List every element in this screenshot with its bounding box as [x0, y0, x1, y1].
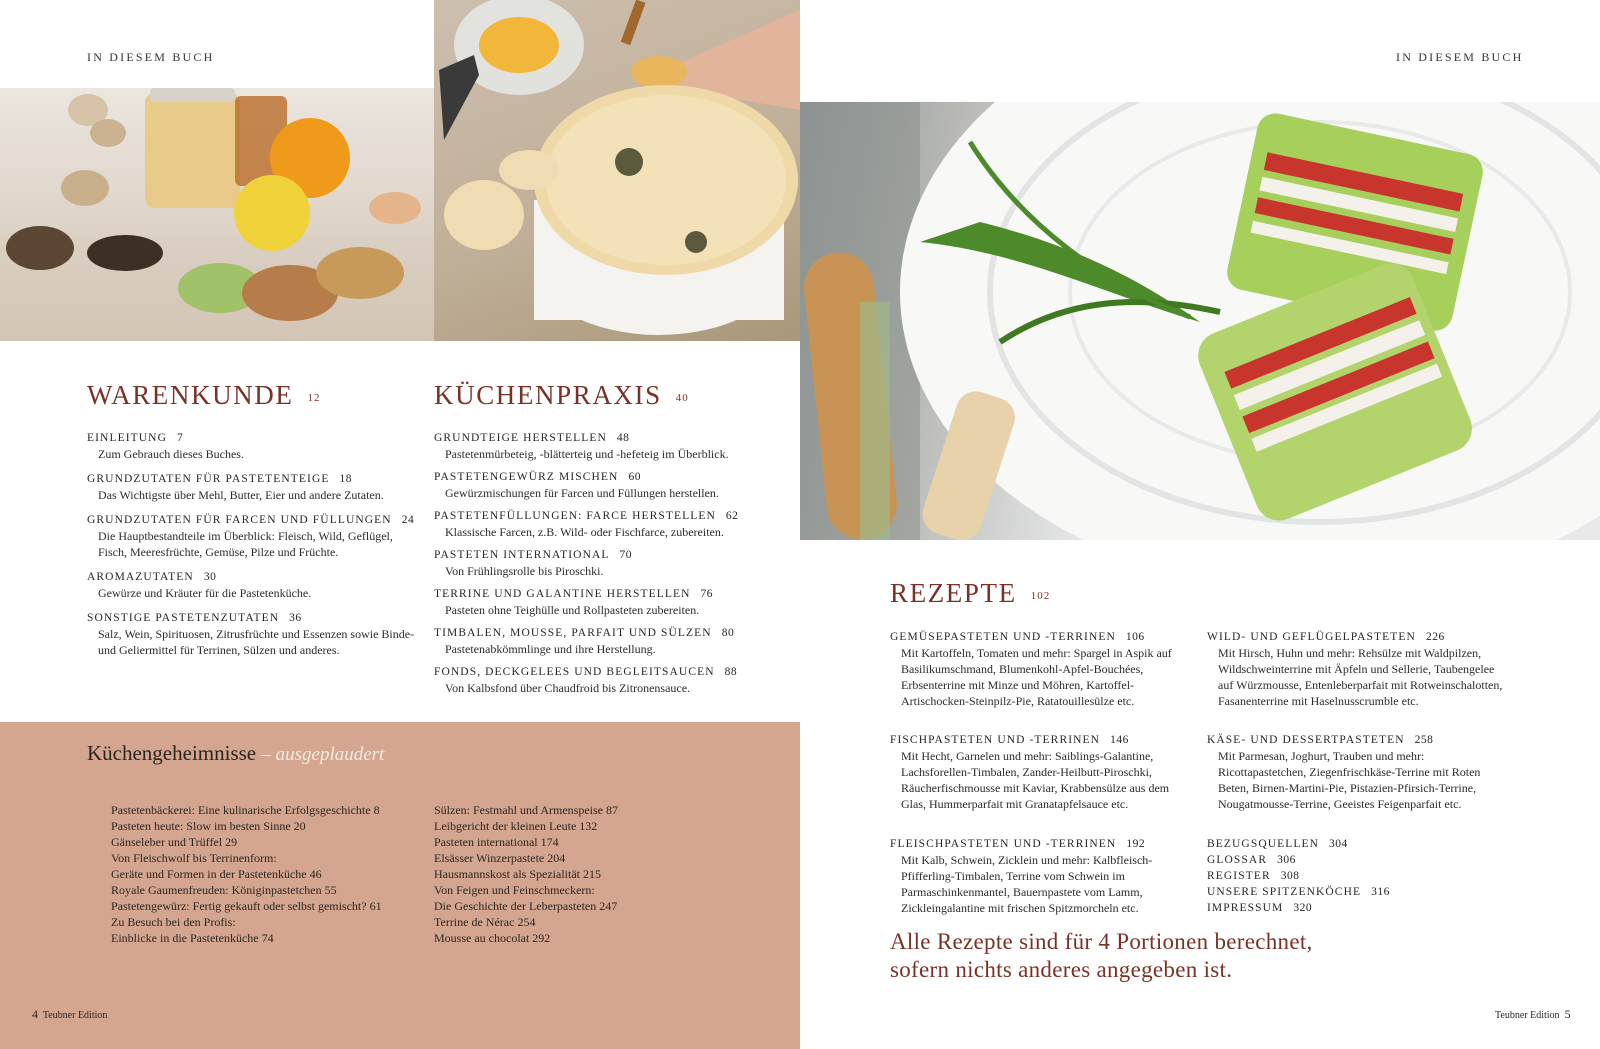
left-page-kicker: IN DIESEM BUCH	[87, 50, 215, 64]
secrets-item[interactable]: Zu Besuch bei den Profis:	[111, 915, 236, 929]
right-page-kicker: IN DIESEM BUCH	[1396, 50, 1524, 64]
pastry-photo	[434, 0, 800, 341]
entry-heading: GRUNDZUTATEN FÜR FARCEN UND FÜLLUNGEN	[87, 514, 392, 526]
entry-heading: GRUNDTEIGE HERSTELLEN	[434, 432, 607, 444]
entry-description: Mit Parmesan, Joghurt, Trauben und mehr: Ricottapastetchen, Ziegenfrischkäse-Terrine mit Roten Beten, Birnen-Martini-Pie, Pistazien-Pfirsich-Terrine, Nougatmousse-Terrine, Geeistes Feigenparfait etc.	[1218, 749, 1481, 811]
entry-page: 316	[1371, 886, 1390, 898]
entry-description: Die Hauptbestandteile im Überblick: Fleisch, Wild, Geflügel, Fisch, Meeresfrüchte, Gemüse, Pilze und Früchte.	[98, 529, 393, 559]
entry-description: Mit Kartoffeln, Tomaten und mehr: Spargel in Aspik auf Basilikumschmand, Blumenkohl-Apfel-Bouchées, Erbsenterrine mit Minze und Möhren, Kartoffel-Artischocken-Steinpilz-Pie, Ratatouillesülze etc.	[901, 646, 1172, 708]
entry-heading: PASTETEN INTERNATIONAL	[434, 549, 610, 561]
entry-description: Mit Hecht, Garnelen und mehr: Saiblings-Galantine, Lachsforellen-Timbalen, Zander-Heilbutt-Piroschki, Räucherfischmousse mit Kaviar, Krabbensülze aus dem Glas, Hummerparfait mit Granatapfelsauce etc.	[901, 749, 1170, 811]
secrets-item[interactable]: Von Fleischwolf bis Terrinenform:	[111, 851, 277, 865]
entry-heading: AROMAZUTATEN	[87, 571, 194, 583]
kuechenpraxis-entry[interactable]	[434, 547, 774, 579]
entry-page: 308	[1280, 870, 1300, 882]
rezepte-entry[interactable]	[1207, 629, 1507, 709]
secrets-item[interactable]: Von Feigen und Feinschmeckern:	[434, 883, 595, 897]
secrets-subtitle: – ausgeplaudert	[261, 744, 385, 765]
secrets-item[interactable]: Pasteten heute: Slow im besten Sinne 20	[111, 819, 306, 833]
kuechenpraxis-title-text: KÜCHENPRAXIS	[434, 380, 662, 410]
entry-description: Zum Gebrauch dieses Buches.	[98, 447, 244, 461]
entry-page: 76	[700, 588, 714, 600]
entry-heading: UNSERE SPITZENKÖCHE	[1207, 886, 1362, 898]
secrets-item[interactable]: Sülzen: Festmahl und Armenspeise 87	[434, 803, 618, 817]
secrets-item[interactable]: Pasteten international 174	[434, 835, 559, 849]
entry-heading: FISCHPASTETEN UND -TERRINEN	[890, 734, 1101, 746]
kuechenpraxis-entry[interactable]	[434, 508, 774, 540]
entry-page: 24	[401, 514, 415, 526]
entry-heading: TIMBALEN, MOUSSE, PARFAIT UND SÜLZEN	[434, 627, 712, 639]
secrets-item[interactable]: Geräte und Formen in der Pastetenküche 46	[111, 867, 322, 881]
entry-description: Pasteten ohne Teighülle und Rollpasteten zubereiten.	[445, 603, 700, 617]
secrets-title-text: Küchengeheimnisse	[87, 741, 257, 765]
kuechenpraxis-entry[interactable]	[434, 625, 774, 657]
entry-page: 62	[725, 510, 739, 522]
secrets-item[interactable]: Elsässer Winzerpastete 204	[434, 851, 566, 865]
entry-description: Klassische Farcen, z.B. Wild- oder Fischfarce, zubereiten.	[445, 525, 724, 539]
portions-note: Alle Rezepte sind für 4 Portionen berechnet, sofern nichts anderes angegeben ist.	[890, 929, 1313, 982]
secrets-item[interactable]: Pastetenbäckerei: Eine kulinarische Erfolgsgeschichte 8	[111, 803, 380, 817]
entry-description: Gewürze und Kräuter für die Pastetenküche.	[98, 586, 312, 600]
extras-item[interactable]	[1207, 884, 1507, 900]
extras-item[interactable]	[1207, 852, 1507, 868]
entry-description: Salz, Wein, Spirituosen, Zitrusfrüchte und Essenzen sowie Binde- und Geliermittel für Terrinen, Sülzen und anderes.	[98, 627, 415, 657]
entry-heading: PASTETENGEWÜRZ MISCHEN	[434, 471, 619, 483]
warenkunde-title-text: WARENKUNDE	[87, 380, 294, 410]
entry-heading: EINLEITUNG	[87, 432, 167, 444]
entry-page: 60	[628, 471, 641, 483]
extras-item[interactable]	[1207, 900, 1507, 916]
entry-heading: FLEISCHPASTETEN UND -TERRINEN	[890, 838, 1117, 850]
entry-heading: SONSTIGE PASTETENZUTATEN	[87, 612, 280, 624]
kuechenpraxis-entry[interactable]	[434, 586, 774, 618]
right-footer-text: Teubner Edition	[1495, 1010, 1560, 1021]
entry-heading: REGISTER	[1207, 870, 1271, 882]
entry-description: Von Kalbsfond über Chaudfroid bis Zitronensauce.	[445, 681, 691, 695]
secrets-item[interactable]: Royale Gaumenfreuden: Königinpastetchen 55	[111, 883, 337, 897]
entry-page: 306	[1277, 854, 1296, 866]
entry-page: 106	[1125, 631, 1145, 643]
warenkunde-page: 12	[307, 391, 321, 404]
secrets-item[interactable]: Gänseleber und Trüffel 29	[111, 835, 238, 849]
extras-item[interactable]	[1207, 836, 1507, 852]
entry-page: 18	[339, 473, 352, 485]
secrets-item[interactable]: Die Geschichte der Leberpasteten 247	[434, 899, 618, 913]
terrine-photo	[800, 102, 1600, 540]
left-footer	[32, 1007, 107, 1022]
warenkunde-entry[interactable]	[87, 512, 417, 560]
warenkunde-entry[interactable]	[87, 471, 417, 503]
entry-heading: WILD- UND GEFLÜGELPASTETEN	[1207, 631, 1416, 643]
rezepte-entry[interactable]	[890, 836, 1180, 916]
entry-description: Mit Hirsch, Huhn und mehr: Rehsülze mit Waldpilzen, Wildschweinterrine mit Äpfeln und Sellerie, Taubengelee auf Würzmousse, Entenleberparfait mit Rotweinschalotten, Fasanenterrine mit Haselnusscrumble etc.	[1218, 646, 1503, 708]
entry-description: Das Wichtigste über Mehl, Butter, Eier und andere Zutaten.	[98, 488, 384, 502]
entry-description: Pastetenmürbeteig, -blätterteig und -hefeteig im Überblick.	[445, 447, 729, 461]
entry-heading: GRUNDZUTATEN FÜR PASTETENTEIGE	[87, 473, 330, 485]
warenkunde-entry[interactable]	[87, 610, 417, 658]
warenkunde-entry[interactable]	[87, 430, 417, 462]
kuechenpraxis-entry[interactable]	[434, 664, 774, 696]
entry-page: 36	[289, 612, 302, 624]
entry-page: 30	[203, 571, 217, 583]
secrets-list-right	[434, 802, 618, 946]
entry-page: 304	[1329, 838, 1348, 850]
entry-description: Pastetenabkömmlinge und ihre Herstellung.	[445, 642, 656, 656]
secrets-item[interactable]: Hausmannskost als Spezialität 215	[434, 867, 601, 881]
entry-heading: KÄSE- UND DESSERTPASTETEN	[1207, 734, 1405, 746]
entry-page: 48	[616, 432, 630, 444]
entry-heading: IMPRESSUM	[1207, 902, 1284, 914]
kuechenpraxis-entry[interactable]	[434, 430, 774, 462]
rezepte-entry[interactable]	[1207, 732, 1507, 812]
ingredients-photo	[0, 88, 434, 341]
secrets-item[interactable]: Terrine de Nérac 254	[434, 915, 536, 929]
rezepte-extras	[1207, 836, 1507, 916]
entry-page: 192	[1126, 838, 1146, 850]
secrets-title	[87, 741, 384, 766]
entry-page: 226	[1425, 631, 1445, 643]
kuechenpraxis-entry[interactable]	[434, 469, 774, 501]
rezepte-entry[interactable]	[890, 732, 1180, 812]
entry-page: 258	[1414, 734, 1434, 746]
secrets-item[interactable]: Pastetengewürz: Fertig gekauft oder selbst gemischt? 61	[111, 899, 382, 913]
entry-description: Gewürzmischungen für Farcen und Füllungen herstellen.	[445, 486, 719, 500]
rezepte-page: 102	[1030, 589, 1051, 602]
entry-page: 70	[619, 549, 633, 561]
entry-page: 88	[724, 666, 738, 678]
entry-heading: GLOSSAR	[1207, 854, 1268, 866]
rezepte-title-text: REZEPTE	[890, 578, 1017, 608]
entry-page: 320	[1293, 902, 1313, 914]
entry-heading: TERRINE UND GALANTINE HERSTELLEN	[434, 588, 691, 600]
rezepte-entry[interactable]	[890, 629, 1180, 709]
right-footer	[1495, 1007, 1571, 1022]
entry-page: 80	[721, 627, 735, 639]
kuechenpraxis-page: 40	[675, 391, 689, 404]
entry-page: 146	[1110, 734, 1129, 746]
entry-description: Mit Kalb, Schwein, Zicklein und mehr: Kalbfleisch-Pfifferling-Timbalen, Terrine vom Schwein im Parmaschinkenmantel, Bauernpastete vom Lamm, Zickleingalantine mit frischen Spitzmorcheln etc.	[901, 853, 1153, 915]
left-footer-text: Teubner Edition	[42, 1010, 108, 1021]
entry-heading: PASTETENFÜLLUNGEN: FARCE HERSTELLEN	[434, 510, 716, 522]
entry-description: Von Frühlingsrolle bis Piroschki.	[445, 564, 604, 578]
entry-heading: GEMÜSEPASTETEN UND -TERRINEN	[890, 631, 1116, 643]
kuechenpraxis-title	[434, 380, 689, 411]
entry-heading: FONDS, DECKGELEES UND BEGLEITSAUCEN	[434, 666, 715, 678]
left-page-number: 4	[32, 1007, 38, 1021]
rezepte-title	[890, 578, 1050, 609]
entry-page: 7	[176, 432, 184, 444]
secrets-item[interactable]: Mousse au chocolat 292	[434, 931, 551, 945]
warenkunde-title	[87, 380, 320, 411]
entry-heading: BEZUGSQUELLEN	[1207, 838, 1320, 850]
secrets-item[interactable]: Einblicke in die Pastetenküche 74	[111, 931, 274, 945]
warenkunde-entry[interactable]	[87, 569, 417, 601]
extras-item[interactable]	[1207, 868, 1507, 884]
secrets-item[interactable]: Leibgericht der kleinen Leute 132	[434, 819, 598, 833]
right-page-number: 5	[1564, 1007, 1571, 1021]
secrets-list-left	[111, 802, 382, 946]
secrets-box	[0, 722, 800, 1049]
